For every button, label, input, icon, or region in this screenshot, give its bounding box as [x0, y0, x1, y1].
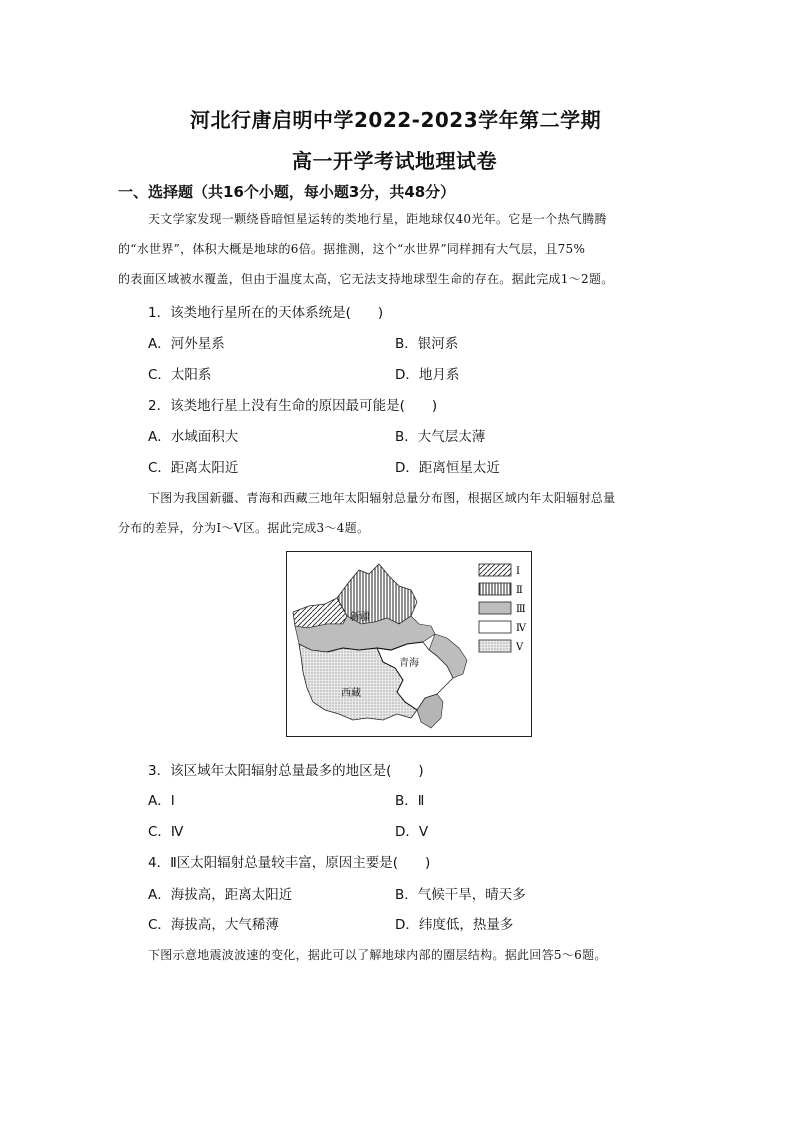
- legend-swatch-4: [479, 621, 511, 633]
- question-3-stem: 3．该区域年太阳辐射总量最多的地区是( ): [148, 763, 424, 779]
- question-4-option-a: A．海拔高，距离太阳近: [148, 887, 293, 903]
- question-3-option-c: C．Ⅳ: [148, 824, 184, 840]
- passage1-line2: 的“水世界”，体积大概是地球的6倍。据推测，这个“水世界”同样拥有大气层，且75%: [118, 242, 586, 256]
- question-4-option-c: C．海拔高，大气稀薄: [148, 917, 279, 933]
- passage3-line1: 下图示意地震波波速的变化，据此可以了解地球内部的圈层结构。据此回答5～6题。: [148, 948, 607, 962]
- question-2-option-d: D．距离恒星太近: [395, 460, 500, 476]
- question-2-option-a: A．水域面积大: [148, 429, 239, 445]
- passage1-line3: 的表面区域被水覆盖，但由于温度太高，它无法支持地球型生命的存在。据此完成1～2题。: [118, 272, 614, 286]
- question-2-option-b: B．大气层太薄: [395, 429, 486, 445]
- question-4-option-d: D．纬度低，热量多: [395, 917, 514, 933]
- question-1-option-a: A．河外星系: [148, 336, 225, 352]
- exam-title-line1: 河北行唐启明中学2022-2023学年第二学期: [190, 108, 602, 132]
- map-legend: [479, 564, 527, 653]
- region-label-tibet: 西藏: [341, 688, 361, 699]
- solar-radiation-map: [286, 551, 532, 737]
- question-3-option-a: A．Ⅰ: [148, 793, 175, 809]
- region-label-qinghai: 青海: [399, 658, 419, 669]
- question-2-option-c: C．距离太阳近: [148, 460, 239, 476]
- legend-swatch-1: [479, 564, 511, 576]
- legend-swatch-5: [479, 640, 511, 652]
- legend-swatch-3: [479, 602, 511, 614]
- legend-swatch-2: [479, 583, 511, 595]
- question-1-option-b: B．银河系: [395, 336, 459, 352]
- question-1-option-d: D．地月系: [395, 367, 460, 383]
- question-2-stem: 2．该类地行星上没有生命的原因最可能是( ): [148, 398, 438, 414]
- zone-2-area: [337, 564, 417, 624]
- legend-label-4: Ⅳ: [516, 623, 526, 634]
- legend-label-1: Ⅰ: [516, 566, 520, 577]
- section-heading: 一、选择题（共16个小题，每小题3分，共48分）: [118, 183, 456, 201]
- question-3-option-d: D．Ⅴ: [395, 824, 429, 840]
- question-1-option-c: C．太阳系: [148, 367, 212, 383]
- passage1-line1: 天文学家发现一颗绕昏暗恒星运转的类地行星，距地球仅40光年。它是一个热气腾腾: [148, 212, 607, 226]
- question-4-option-b: B．气候干旱，晴天多: [395, 887, 526, 903]
- legend-label-5: Ⅴ: [516, 642, 524, 653]
- legend-label-2: Ⅱ: [516, 585, 523, 596]
- zone-1-area: [293, 598, 347, 628]
- legend-label-3: Ⅲ: [516, 604, 526, 615]
- passage2-line1: 下图为我国新疆、青海和西藏三地年太阳辐射总量分布图，根据区域内年太阳辐射总量: [148, 491, 616, 505]
- question-4-stem: 4．Ⅱ区太阳辐射总量较丰富，原因主要是( ): [148, 855, 431, 871]
- question-3-option-b: B．Ⅱ: [395, 793, 425, 809]
- exam-title-line2: 高一开学考试地理试卷: [292, 149, 497, 173]
- question-1-stem: 1．该类地行星所在的天体系统是( ): [148, 305, 384, 321]
- passage2-line2: 分布的差异，分为Ⅰ～Ⅴ区。据此完成3～4题。: [118, 521, 370, 535]
- map-svg: [287, 552, 531, 736]
- region-label-xinjiang: 新疆: [350, 612, 370, 623]
